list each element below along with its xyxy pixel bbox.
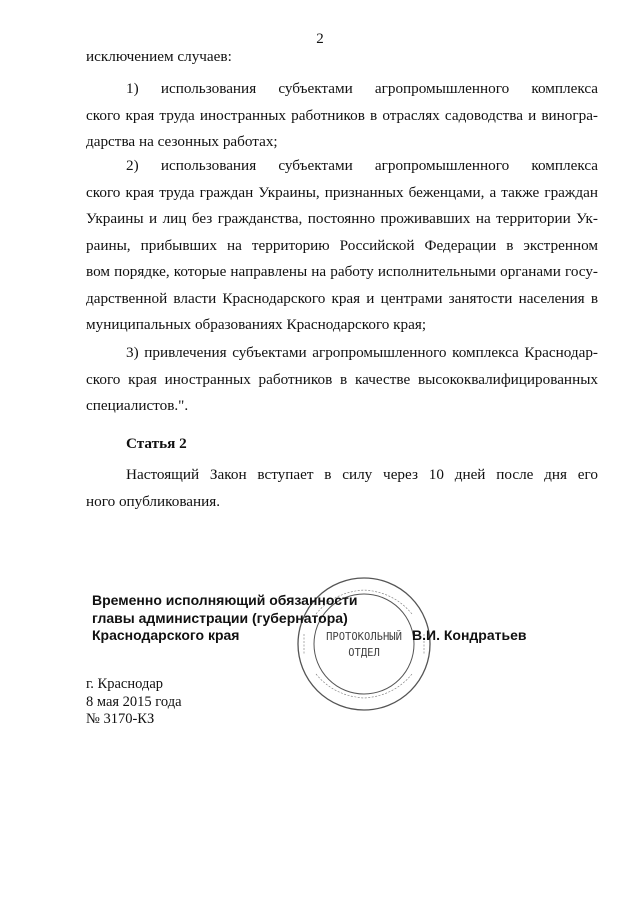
item-3-line: специалистов.". (86, 397, 189, 414)
article-2-title: Статья 2 (126, 435, 187, 452)
item-3-paragraph (86, 340, 598, 420)
stamp-center-line2: ОТДЕЛ (348, 647, 380, 659)
item-2-paragraph (86, 153, 598, 339)
item-3-line: 3) привлечения субъектами агропромышленного комплекса Краснодар- (126, 344, 598, 361)
stamp-center-line1: ПРОТОКОЛЬНЫЙ (326, 631, 402, 643)
city: г. Краснодар (86, 676, 164, 692)
item-2-line: 2) использования субъектами агропромышленного комплекса (126, 157, 598, 174)
item-1-line: 1) использования субъектами агропромышленного комплекса (126, 80, 598, 97)
page-number: 2 (316, 31, 324, 47)
signature-title-line: Временно исполняющий обязанности (92, 592, 358, 608)
article-2-paragraph (86, 462, 598, 515)
item-1-paragraph (86, 76, 598, 156)
item-3-line: ского края иностранных работников в качестве высококвалифицированных (86, 370, 598, 388)
law-number: № 3170-КЗ (86, 711, 155, 727)
item-2-line: вом порядке, которые направлены на работу исполнительными органами госу- (86, 263, 598, 280)
item-2-line: ского края труда граждан Украины, признанных беженцами, а также граждан (86, 183, 598, 201)
item-1-line: ского края труда иностранных работников в отраслях садоводства и виногра- (86, 106, 598, 124)
date: 8 мая 2015 года (86, 693, 182, 710)
intro-line: исключением случаев: (86, 48, 232, 65)
item-2-line: раины, прибывших на территорию Российской Федерации в экстренном (86, 236, 598, 254)
signature-title-line: Краснодарского края (92, 627, 240, 643)
item-2-line: муниципальных образованиях Краснодарского края; (86, 316, 427, 333)
article-2-line: ного опубликования. (86, 492, 221, 510)
signatory-name: В.И. Кондратьев (412, 627, 527, 643)
item-2-line: Украины и лиц без гражданства, постоянно проживавших на территории Ук- (86, 210, 598, 227)
item-2-line: дарственной власти Краснодарского края и центрами занятости населения в (86, 289, 598, 307)
intro-paragraph (86, 44, 598, 71)
item-1-line: дарства на сезонных работах; (86, 133, 278, 150)
signature-title-line: главы администрации (губернатора) (92, 609, 348, 626)
article-2-line: Настоящий Закон вступает в силу через 10 дней после дня его (126, 466, 598, 483)
signature-title (92, 592, 357, 645)
place-and-date (86, 676, 182, 729)
